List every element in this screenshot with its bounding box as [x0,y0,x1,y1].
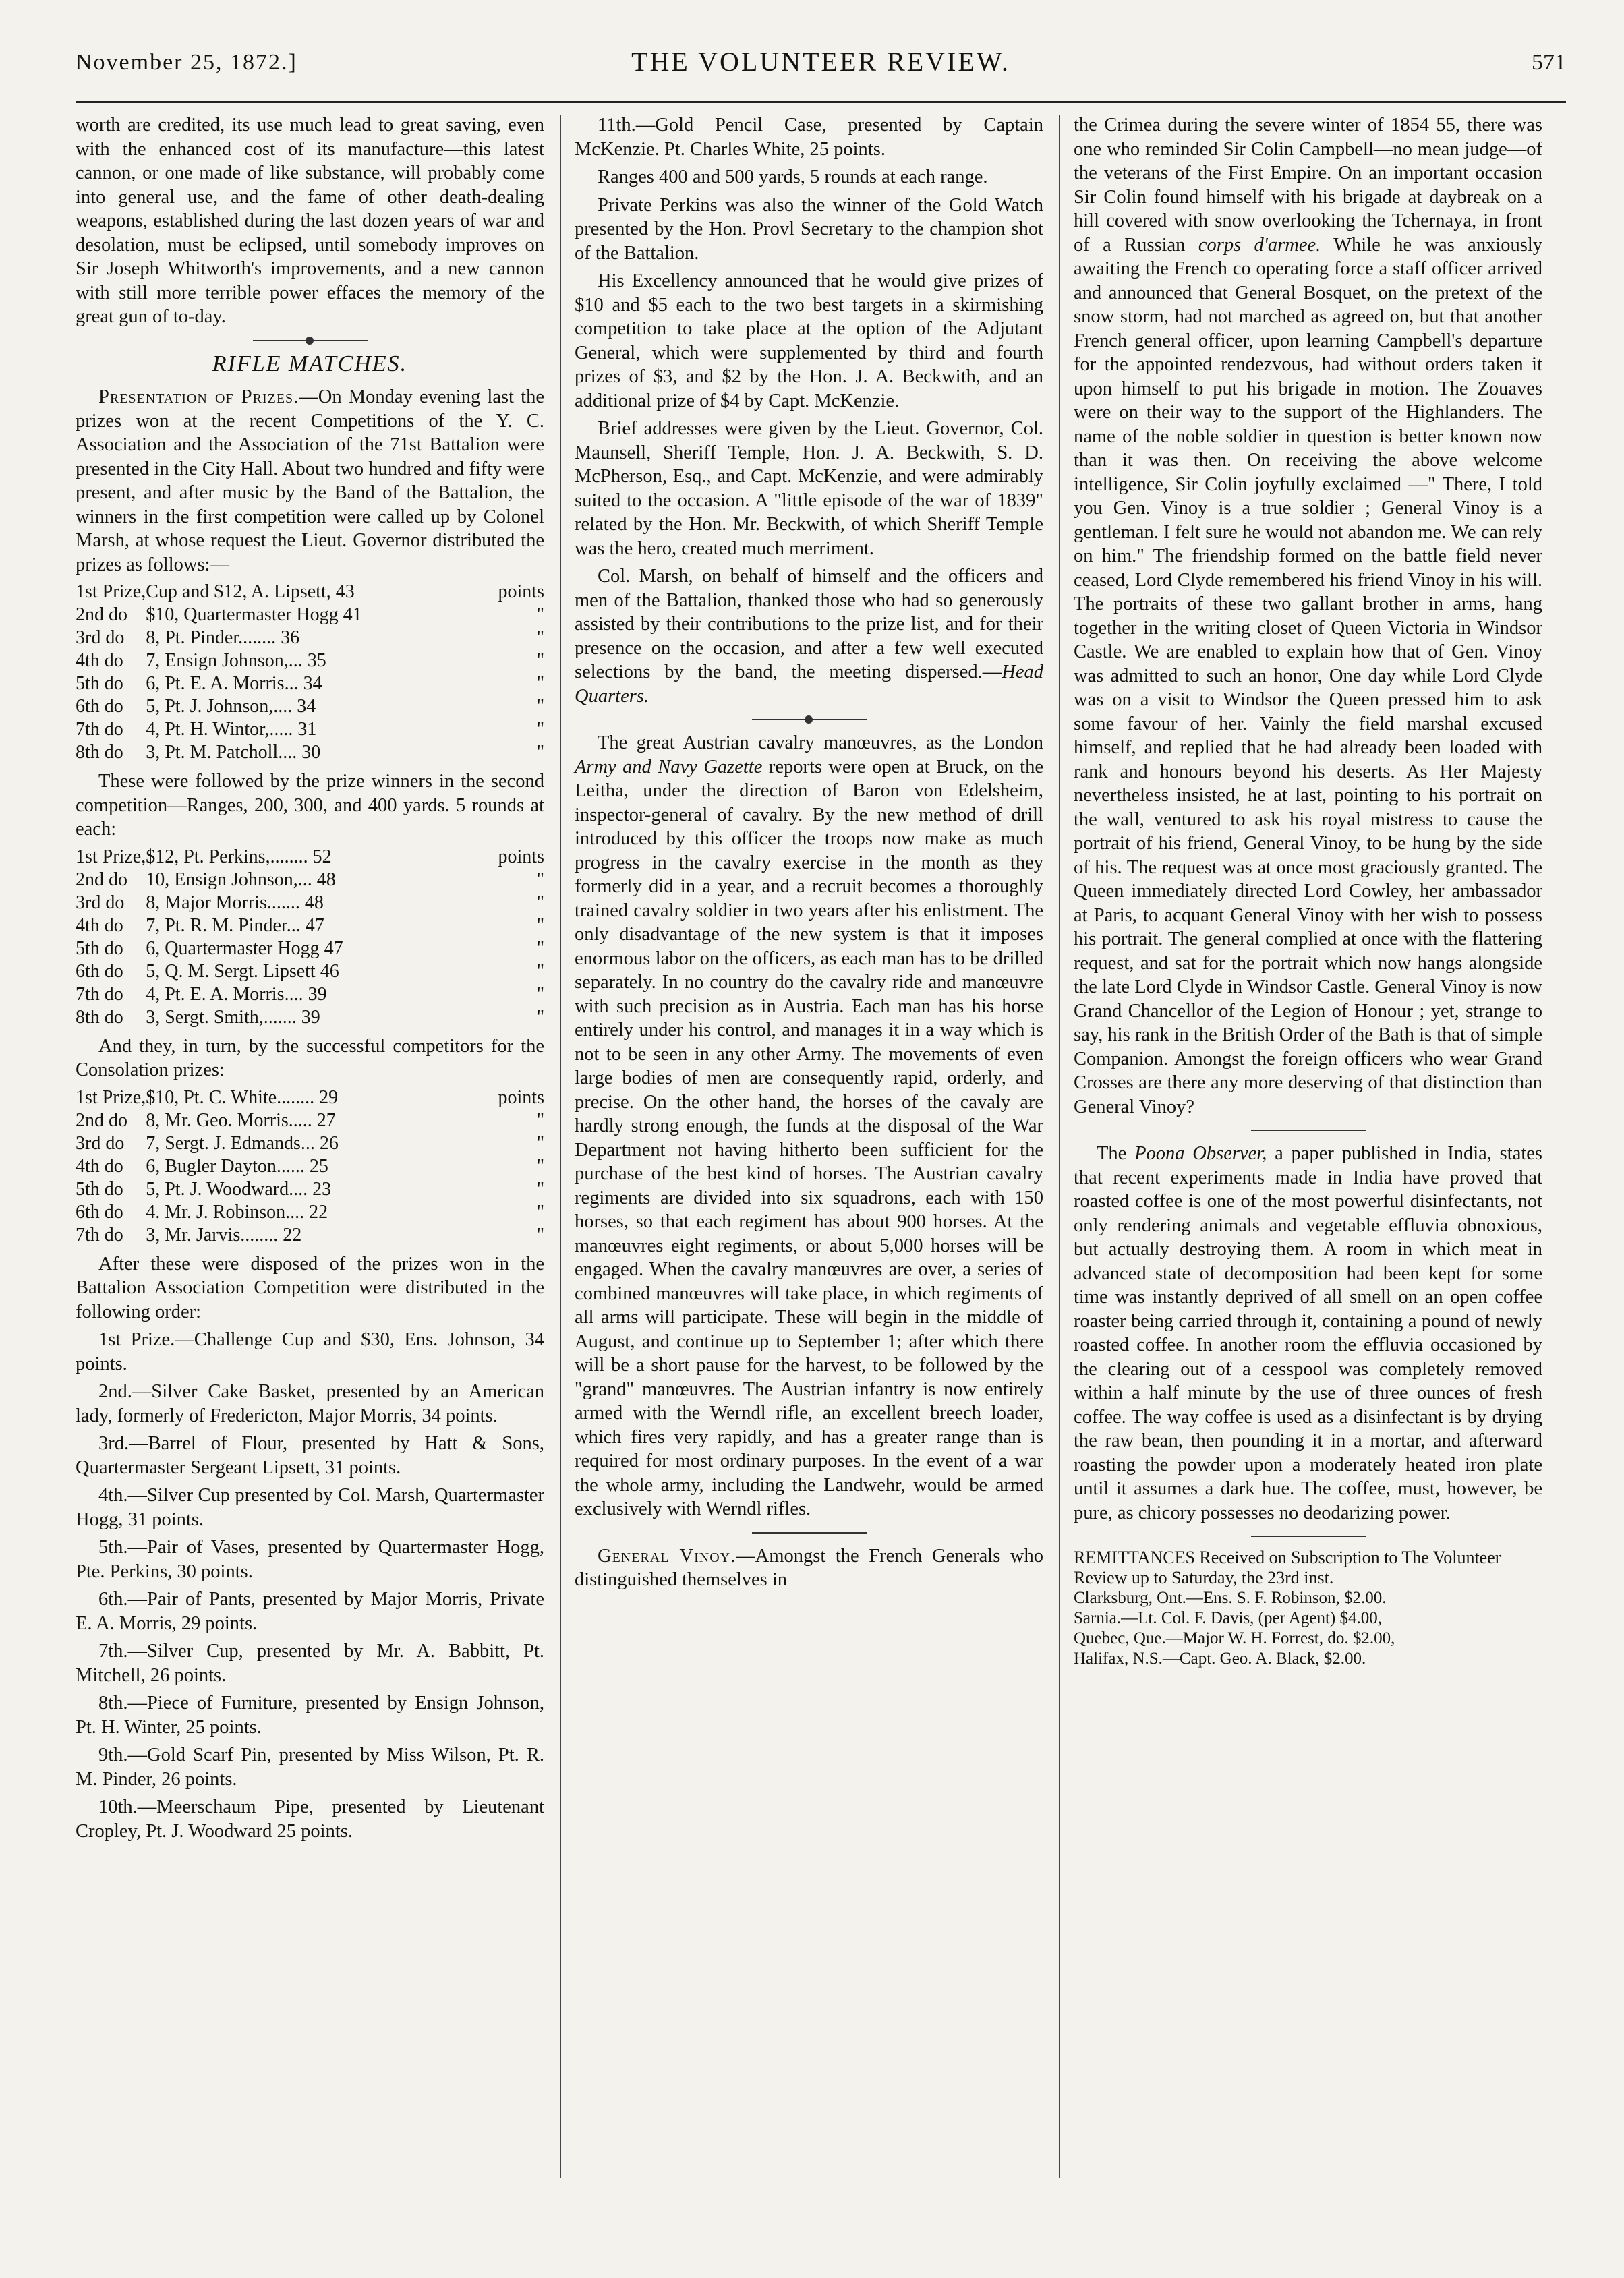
prize-suffix: " [536,1132,544,1154]
prize-suffix: " [536,673,544,694]
prize-text: 3, Mr. Jarvis........ 22 [146,1224,302,1246]
austrian-text-body: reports were open at Bruck, on the Leitha, under the direction of Baron von Edelsheim, inspector-general of cavalry. By the new method of drill introduced by this officer the troops now make as much progress in the cavalry exercise in the month as they formerly did in a year, and a recruit becomes a thoroughly trained cavalry soldier in two years after his enlistment. The only disadvantage of the new system is that it imposes enormous labor on the officers, as each man has to be drilled separately. In no country do the cavalry ride and manœuvre with such precision as in Austria. Each man has his horse entirely under his control, and manages it in a way which is not to be seen in any other Army. The movements of even large bodies of men are consequently rapid, orderly, and precise. On the other hand, the horses of the cavaly are hardly strong enough, the funds at the disposal of the War Department not having hitherto been sufficient for the purchase of the best kind of horses. The Austrian cavalry regiments are divided into six squadrons, each with 150 horses, so that each regiment has about 900 horses. At the manœuvres eight regiments, or about 5,000 horses will be engaged. When the cavalry manœuvres are over, a series of combined manœuvres will take place, in which regiments of all arms will participate. These will begin in the middle of August, and continue up to September 1; after which there will be a short pause for the harvest, to be followed by the "grand" manœuvres. The Austrian infantry is now entirely armed with the Werndl rifle, an excellent breech loader, which fires very rapidly, and has a greater range than is required for most ordinary purposes. In the event of a war the whole army, including the Landwehr, would be armed exclusively with Werndl rifles. [575,756,1043,1519]
column-3 [1074,113,1542,1669]
perkins-paragraph: Private Perkins was also the winner of the Gold Watch presented by the Hon. Provl Secretary to the champion shot of the Battalion. [575,194,1043,264]
prize-text: $10, Pt. C. White........ 29 [146,1086,339,1108]
battalion-prize-list [76,1328,544,1843]
section-divider [253,340,368,341]
prize-row [76,718,544,741]
austrian-publication: Army and Navy Gazette [575,756,763,778]
prize-row [76,741,544,764]
prize-suffix: " [536,696,544,717]
prize-text: 8, Pt. Pinder........ 36 [146,627,300,648]
prize-text: 7, Ensign Johnson,... 35 [146,650,326,671]
prize-suffix: " [536,627,544,648]
prize-text: 5, Q. M. Sergt. Lipsett 46 [146,960,339,982]
prize-suffix: " [536,1006,544,1028]
page-header [76,40,1566,103]
prize-suffix: " [536,719,544,740]
prize-text: Cup and $12, A. Lipsett, 43 [146,581,355,602]
battalion-prize-item: 6th.—Pair of Pants, presented by Major Morris, Private E. A. Morris, 29 points. [76,1589,544,1634]
rifle-matches-heading: RIFLE MATCHES. [212,351,408,376]
prize-row [76,846,544,869]
prize-rank: 1st Prize, [76,581,146,602]
prize-rank: 2nd do [76,869,127,890]
prize-rank: 3rd do [76,892,125,913]
prize-row [76,1006,544,1029]
first-competition-prize-list [76,581,544,764]
intro-paragraph: worth are credited, its use much lead to great saving, even with the enhanced cost of its manufacture—this latest cannon, or one made of like substance, will probably come into general use, and the fame of other death-dealing weapons, established during the last dozen years of war and desolation, must be eclipsed, until somebody improves on Sir Joseph Whitworth's improvements, and a new cannon with still more terrible power effaces the memory of the great gun of to-day. [76,115,544,327]
prize-row [76,1132,544,1155]
presentation-lead: Presentation of Prizes. [98,386,299,407]
section-divider [752,1532,867,1534]
prize-rank: 5th do [76,673,123,694]
prize-row [76,914,544,937]
prize-suffix: " [536,1178,544,1200]
issue-date: November 25, 1872.] [76,50,297,75]
prize-row [76,983,544,1006]
prize-suffix: " [536,869,544,890]
prize-suffix: " [536,960,544,982]
prize-suffix: " [536,892,544,913]
prize-text: 6, Quartermaster Hogg 47 [146,937,343,959]
prize-suffix: " [536,1201,544,1223]
battalion-prize-item: 2nd.—Silver Cake Basket, presented by an American lady, formerly of Fredericton, Major Morris, 34 points. [76,1381,544,1426]
second-competition-intro: These were followed by the prize winners in the second competition—Ranges, 200, 300, and 400 yards. 5 rounds at each: [76,771,544,840]
addresses-paragraph: Brief addresses were given by the Lieut. Governor, Col. Maunsell, Sheriff Temple, Hon. J. A. Beckwith, S. D. McPherson, Esq., and Capt. McKenzie, and were admirably suited to the occasion. A "little episode of the war of 1839" related by the Hon. Mr. Beckwith, of which Sheriff Temple was the hero, created much merriment. [575,418,1043,559]
marsh-text: Col. Marsh, on behalf of himself and the officers and men of the Battalion, thanked those who had so generously assisted by their contributions to the prize list, and for their presence on the occasion, and after a few well executed selections by the band, the meeting dispersed.— [575,566,1043,682]
prize-rank: 4th do [76,1155,123,1177]
prize-row [76,960,544,983]
battalion-prize-item: 5th.—Pair of Vases, presented by Quartermaster Hogg, Pte. Perkins, 30 points. [76,1537,544,1582]
battalion-prize-item: 1st Prize.—Challenge Cup and $30, Ens. Johnson, 34 points. [76,1329,544,1374]
prize-text: 3, Pt. M. Patcholl.... 30 [146,742,321,763]
remittance-line: Quebec, Que.—Major W. H. Forrest, do. $2.00, [1074,1629,1395,1647]
excellency-paragraph: His Excellency announced that he would give prizes of $10 and $5 each to the two best targets in a skirmishing competition to take place at the option of the Adjutant General, which were supplemented by third and fourth prizes of $3, and $2 by the Hon. J. A. Beckwith, and an additional prize of $4 by Capt. McKenzie. [575,270,1043,411]
prize-suffix: points [498,846,544,867]
prize-text: 10, Ensign Johnson,... 48 [146,869,336,890]
prize-row [76,672,544,695]
ranges-paragraph: Ranges 400 and 500 yards, 5 rounds at each range. [598,167,988,187]
prize-rank: 8th do [76,1006,123,1028]
vinoy-start-text: —Amongst the French Generals who distinguished themselves in [575,1545,1043,1590]
prize-text: 4, Pt. E. A. Morris.... 39 [146,983,327,1005]
prize-11-paragraph: 11th.—Gold Pencil Case, presented by Captain McKenzie. Pt. Charles White, 25 points. [575,115,1043,160]
section-divider [752,719,867,720]
prize-row [76,1178,544,1201]
prize-row [76,581,544,604]
prize-suffix: " [536,650,544,671]
prize-text: 6, Pt. E. A. Morris... 34 [146,673,322,694]
prize-text: $12, Pt. Perkins,........ 52 [146,846,332,867]
prize-text: 3, Sergt. Smith,....... 39 [146,1006,320,1028]
marsh-source: Head Quarters. [575,662,1043,707]
prize-row [76,649,544,672]
prize-suffix: " [536,1224,544,1246]
prize-suffix: points [498,1086,544,1108]
poona-text-start: The [1097,1143,1135,1164]
consolation-prize-list [76,1086,544,1247]
vinoy-corps-italic: corps d'armee. [1198,234,1321,256]
prize-row [76,1155,544,1178]
prize-row [76,1086,544,1109]
prize-text: 7, Sergt. J. Edmands... 26 [146,1132,339,1154]
section-divider [1251,1130,1366,1131]
prize-rank: 7th do [76,983,123,1005]
vinoy-lead: General Vinoy. [598,1545,736,1567]
remittances-title: REMITTANCES Received on Subscription to The Volunteer Review up to Saturday, the 23rd inst. [1074,1548,1501,1587]
prize-suffix: " [536,914,544,936]
column-2 [575,113,1043,1596]
battalion-prize-item: 10th.—Meerschaum Pipe, presented by Lieutenant Cropley, Pt. J. Woodward 25 points. [76,1797,544,1842]
prize-rank: 8th do [76,742,123,763]
section-divider [1251,1536,1366,1537]
presentation-text: —On Monday evening last the prizes won at the recent Competitions of the Y. C. Association and the Association of the 71st Battalion were presented in the City Hall. About two hundred and fifty were present, and after music by the Band of the Battalion, the winners in the first competition were called up by Colonel Marsh, at whose request the Lieut. Governor distributed the prizes as follows:— [76,386,544,575]
prize-text: 5, Pt. J. Woodward.... 23 [146,1178,332,1200]
austrian-cavalry-paragraph [575,731,1043,1521]
prize-row [76,892,544,914]
prize-rank: 1st Prize, [76,1086,146,1108]
column-rule-left [560,115,561,2178]
prize-text: 5, Pt. J. Johnson,.... 34 [146,696,316,717]
prize-suffix: " [536,983,544,1005]
prize-rank: 4th do [76,914,123,936]
remittance-line: Halifax, N.S.—Capt. Geo. A. Black, $2.00. [1074,1649,1366,1668]
page-number: 571 [1532,50,1566,75]
prize-text: 8, Mr. Geo. Morris..... 27 [146,1109,336,1131]
prize-rank: 5th do [76,937,123,959]
poona-text-body: a paper published in India, states that recent experiments made in India have proved that roasted coffee is one of the most powerful disinfectants, not only rendering animals and vegetable effluvia obnoxious, but actually destroying them. A room in which meat in advanced state of decomposition had been kept for some time was instantly deprived of all smell on an open coffee roaster being carried through it, containing a pound of newly roasted coffee. In another room the effluvia occasioned by the clearing out of a cesspool was completely removed within a half minute by the use of three ounces of fresh coffee. The way coffee is used as a disinfectant is by drying the raw bean, then pounding it in a mortar, and afterward roasting the powder upon a moderately heated iron plate until it assumes a dark hue. The coffee, must, however, be pure, as chicory possesses no deodarizing power. [1074,1143,1542,1523]
prize-rank: 7th do [76,1224,123,1246]
prize-text: 4. Mr. J. Robinson.... 22 [146,1201,328,1223]
battalion-prize-item: 9th.—Gold Scarf Pin, presented by Miss Wilson, Pt. R. M. Pinder, 26 points. [76,1745,544,1790]
prize-suffix: points [498,581,544,602]
prize-text: 7, Pt. R. M. Pinder... 47 [146,914,324,936]
remittance-line: Clarksburg, Ont.—Ens. S. F. Robinson, $2.00. [1074,1589,1387,1607]
prize-rank: 4th do [76,650,123,671]
prize-suffix: " [536,1109,544,1131]
prize-suffix: " [536,1155,544,1177]
vinoy-cont-text-1: the Crimea during the severe winter of 1854 55, there was one who reminded Sir Colin Campbell—no mean judge—of the veterans of the First Empire. On an important occasion Sir Colin found himself with his brigade at daybreak on a hill covered with snow overlooking the Tchernaya, in front of a Russian [1074,115,1542,256]
prize-row [76,695,544,718]
battalion-prize-item: 4th.—Silver Cup presented by Col. Marsh, Quartermaster Hogg, 31 points. [76,1485,544,1530]
prize-text: 4, Pt. H. Wintor,..... 31 [146,719,317,740]
consolation-intro: And they, in turn, by the successful competitors for the Consolation prizes: [76,1035,544,1080]
prize-row [76,1224,544,1247]
vinoy-cont-text-2: While he was anxiously awaiting the French co operating force a staff officer arrived and announced that General Bosquet, on the pretext of the snow storm, had not marched as agreed on, but that another French general officer, upon learning Campbell's departure for the appointed rendezvous, had without orders taken it upon himself to put his brigade in motion. The Zouaves were on their way to the support of the Highlanders. The name of the noble soldier in question is better known now than it was then. On receiving the above welcome intelligence, Sir Colin joyfully exclaimed —" There, I told you Gen. Vinoy is a true soldier ; General Vinoy is a gentleman. I felt sure he would not abandon me. We can rely on him." The friendship formed on the battle field never ceased, Lord Clyde remembered his friend Vinoy in his will. The portraits of these two gallant brother in arms, hang together in the writing closet of Queen Victoria in Windsor Castle. We are enabled to explain how that of Gen. Vinoy was admitted to such an honor, One day while Lord Clyde was on a visit to Windsor the Queen pressed him to ask some favour of her. Vainly the field marshal excused himself, and replied that he had already been loaded with rank and honours beyond his deserts. As Her Majesty nevertheless insisted, he at last, pointing to his portrait on the wall, ventured to ask his royal mistress to cause the portrait of his friend, General Vinoy, to be hung by the side of his. The request was at once most graciously granted. The Queen immediately directed Lord Cowley, her ambassador at Paris, to acquant General Vinoy with her wish to possess his portrait. The general complied at once with the flattering request, and sat for the portrait which now hangs alongside the late Lord Clyde in Windsor Castle. General Vinoy is now Grand Chancellor of the Legion of Honour ; yet, strange to say, his rank in the British Order of the Bath is that of simple Companion. Amongst the foreign officers who wear Grand Crosses are there any more deserving of that distinction than General Vinoy? [1074,234,1543,1117]
battalion-prize-item: 8th.—Piece of Furniture, presented by Ensign Johnson, Pt. H. Winter, 25 points. [76,1693,544,1738]
poona-paragraph [1074,1142,1542,1525]
prize-rank: 3rd do [76,1132,125,1154]
marsh-paragraph [575,564,1043,708]
column-rule-right [1059,115,1060,2178]
prize-text: 6, Bugler Dayton...... 25 [146,1155,328,1177]
prize-rank: 5th do [76,1178,123,1200]
prize-rank: 2nd do [76,1109,127,1131]
austrian-text-start: The great Austrian cavalry manœuvres, as the London [598,732,1043,753]
prize-suffix: " [536,604,544,625]
battalion-prize-item: 7th.—Silver Cup, presented by Mr. A. Babbitt, Pt. Mitchell, 26 points. [76,1641,544,1686]
prize-row [76,869,544,892]
prize-row [76,626,544,649]
masthead-title: THE VOLUNTEER REVIEW. [631,47,1010,77]
battalion-intro: After these were disposed of the prizes won in the Battalion Association Competition were distributed in the following order: [76,1253,544,1322]
second-competition-prize-list [76,846,544,1029]
prize-rank: 6th do [76,1201,123,1223]
vinoy-paragraph-start [575,1544,1043,1592]
prize-rank: 3rd do [76,627,125,648]
prize-suffix: " [536,937,544,959]
column-1 [76,113,544,1847]
prize-rank: 2nd do [76,604,127,625]
prize-rank: 7th do [76,719,123,740]
vinoy-paragraph-continued [1074,113,1542,1119]
prize-row [76,1201,544,1224]
prize-rank: 1st Prize, [76,846,146,867]
battalion-prize-item: 3rd.—Barrel of Flour, presented by Hatt & Sons, Quartermaster Sergeant Lipsett, 31 points. [76,1433,544,1478]
prize-suffix: " [536,742,544,763]
prize-text: 8, Major Morris....... 48 [146,892,324,913]
poona-publication: Poona Observer, [1134,1143,1267,1164]
presentation-paragraph [76,385,544,577]
remittances-notice [1074,1548,1542,1669]
prize-row [76,937,544,960]
prize-row [76,1109,544,1132]
prize-rank: 6th do [76,696,123,717]
remittances-list [1074,1588,1542,1669]
remittance-line: Sarnia.—Lt. Col. F. Davis, (per Agent) $4.00, [1074,1609,1382,1627]
prize-text: $10, Quartermaster Hogg 41 [146,604,362,625]
prize-rank: 6th do [76,960,123,982]
prize-row [76,604,544,626]
